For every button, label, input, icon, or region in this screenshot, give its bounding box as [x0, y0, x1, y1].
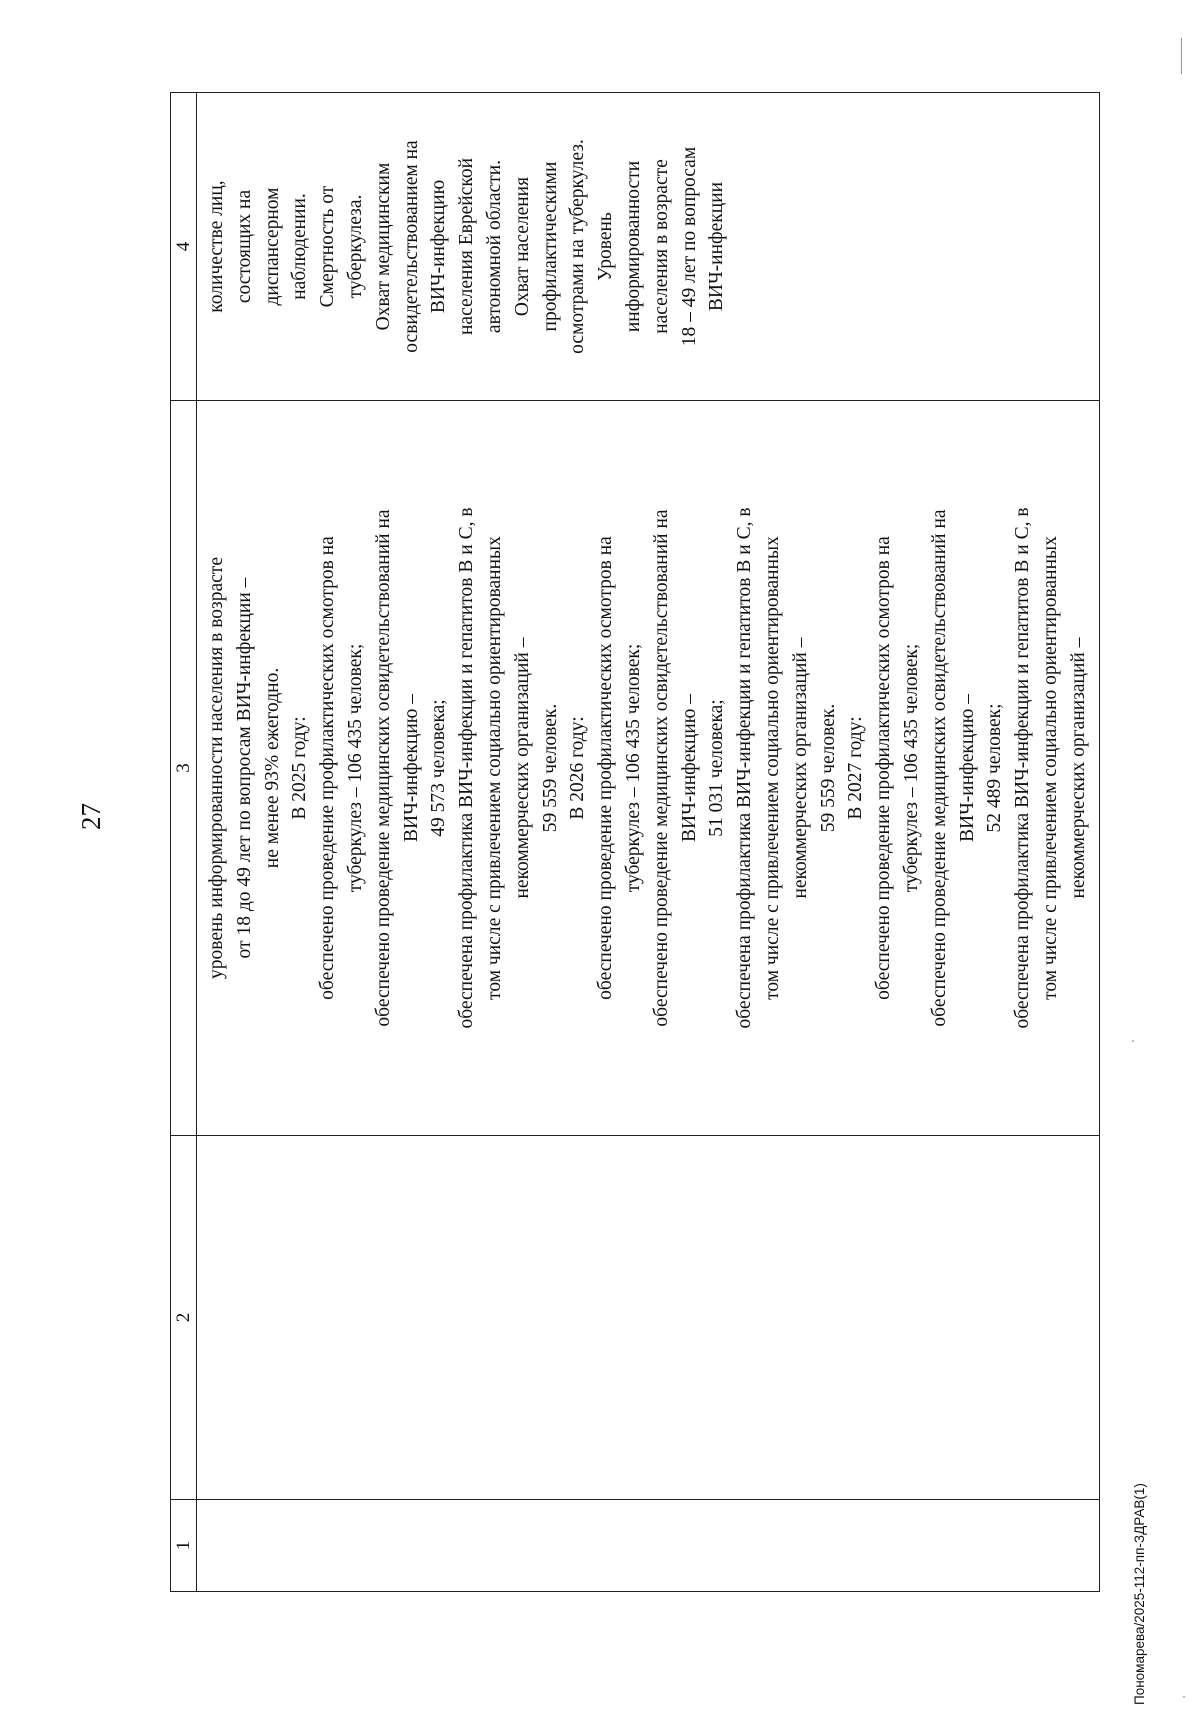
cell-text-line: обеспечено проведение медицинских освидетельствований на: [372, 509, 394, 1027]
cell-col-2: [197, 1135, 1099, 1499]
cell-text-line: обеспечено проведение профилактических осмотров на: [595, 536, 617, 1000]
cell-text-line: туберкулез – 106 435 человек;: [344, 643, 366, 893]
cell-text-line: том числе с привлечением социально ориентированных: [1039, 536, 1061, 1000]
cell-text-line: не менее 93% ежегодно.: [261, 667, 283, 869]
cell-text-line: населения в возрасте: [650, 159, 672, 334]
page-number: 27: [76, 803, 106, 830]
cell-col-4-indicators: [197, 93, 1099, 400]
document-code: Пономарева/2025-112-пп-ЗДРАВ(1): [1132, 1483, 1147, 1705]
column-header-1: 1: [171, 1499, 197, 1591]
cell-text-line: обеспечена профилактика ВИЧ-инфекции и гепатитов В и С, в: [1012, 507, 1034, 1029]
cell-text-line: 51 031 человека;: [706, 699, 728, 837]
cell-text-line: В 2026 году:: [567, 716, 589, 820]
cell-text-line: наблюдении.: [289, 193, 311, 300]
cell-text-line: Смертность от: [317, 185, 339, 308]
cell-text-line: ВИЧ-инфекции: [706, 181, 728, 312]
cell-text-line: обеспечено проведение профилактических осмотров на: [317, 536, 339, 1000]
cell-text-line: 59 559 человек.: [539, 703, 561, 833]
cell-text-line: обеспечена профилактика ВИЧ-инфекции и гепатитов В и С, в: [456, 507, 478, 1029]
cell-text-line: туберкулез – 106 435 человек;: [900, 643, 922, 893]
rotated-table-wrapper: [170, 92, 1100, 1592]
cell-text-line: 18 – 49 лет по вопросам: [678, 146, 700, 347]
cell-text-line: Охват медицинским: [372, 162, 394, 331]
cell-text-line: обеспечена профилактика ВИЧ-инфекции и гепатитов В и С, в: [734, 507, 756, 1029]
scan-dot: [1183, 1696, 1185, 1698]
program-table: [170, 92, 1100, 1592]
cell-text-line: В 2025 году:: [289, 716, 311, 820]
cell-text-line: Уровень: [595, 212, 617, 281]
cell-text-line: туберкулез – 106 435 человек;: [622, 643, 644, 893]
cell-text-line: профилактическими: [539, 161, 561, 332]
cell-text-line: ВИЧ-инфекцию: [428, 179, 450, 314]
cell-text-line: 49 573 человека;: [428, 699, 450, 837]
cell-text-line: ВИЧ-инфекцию –: [400, 694, 422, 842]
column-header-4: 4: [171, 93, 197, 400]
cell-text-line: уровень информированности населения в возрасте: [206, 557, 227, 979]
cell-text-line: обеспечено проведение профилактических осмотров на: [873, 536, 895, 1000]
cell-text-line: количестве лиц,: [206, 180, 227, 313]
cell-text-line: от 18 до 49 лет по вопросам ВИЧ-инфекции –: [233, 577, 255, 959]
cell-text-line: некоммерческих организаций –: [789, 637, 811, 899]
cell-text-line: ВИЧ-инфекцию –: [678, 694, 700, 842]
cell-text-line: 52 489 человек;: [984, 703, 1006, 833]
scan-edge-mark: [1181, 38, 1182, 74]
cell-text-line: некоммерческих организаций –: [1067, 637, 1089, 899]
scan-dot: [1132, 1040, 1134, 1042]
cell-col-1: [197, 1499, 1099, 1591]
cell-text-line: обеспечено проведение медицинских освидетельствований на: [928, 509, 950, 1027]
cell-text-line: туберкулеза.: [344, 194, 366, 299]
cell-text-line: ВИЧ-инфекцию –: [956, 694, 978, 842]
column-header-3: 3: [171, 400, 197, 1135]
cell-col-3-results: [197, 400, 1099, 1135]
cell-text-line: информированности: [622, 160, 644, 333]
cell-text-line: обеспечено проведение медицинских освидетельствований на: [650, 509, 672, 1027]
cell-text-line: диспансерном: [261, 187, 283, 306]
cell-text-line: том числе с привлечением социально ориентированных: [761, 536, 783, 1000]
cell-text-line: В 2027 году:: [845, 716, 867, 820]
cell-text-line: состоящих на: [233, 189, 255, 304]
cell-text-line: освидетельствованием на: [400, 140, 422, 353]
column-header-2: 2: [171, 1135, 197, 1499]
cell-text-line: населения Еврейской: [456, 157, 478, 336]
cell-text-line: осмотрами на туберкулез.: [567, 139, 589, 354]
cell-text-line: 59 559 человек.: [817, 703, 839, 833]
cell-text-line: Охват населения: [511, 176, 533, 317]
cell-text-line: автономной области.: [483, 159, 505, 334]
cell-text-line: некоммерческих организаций –: [511, 637, 533, 899]
cell-text-line: том числе с привлечением социально ориентированных: [483, 536, 505, 1000]
